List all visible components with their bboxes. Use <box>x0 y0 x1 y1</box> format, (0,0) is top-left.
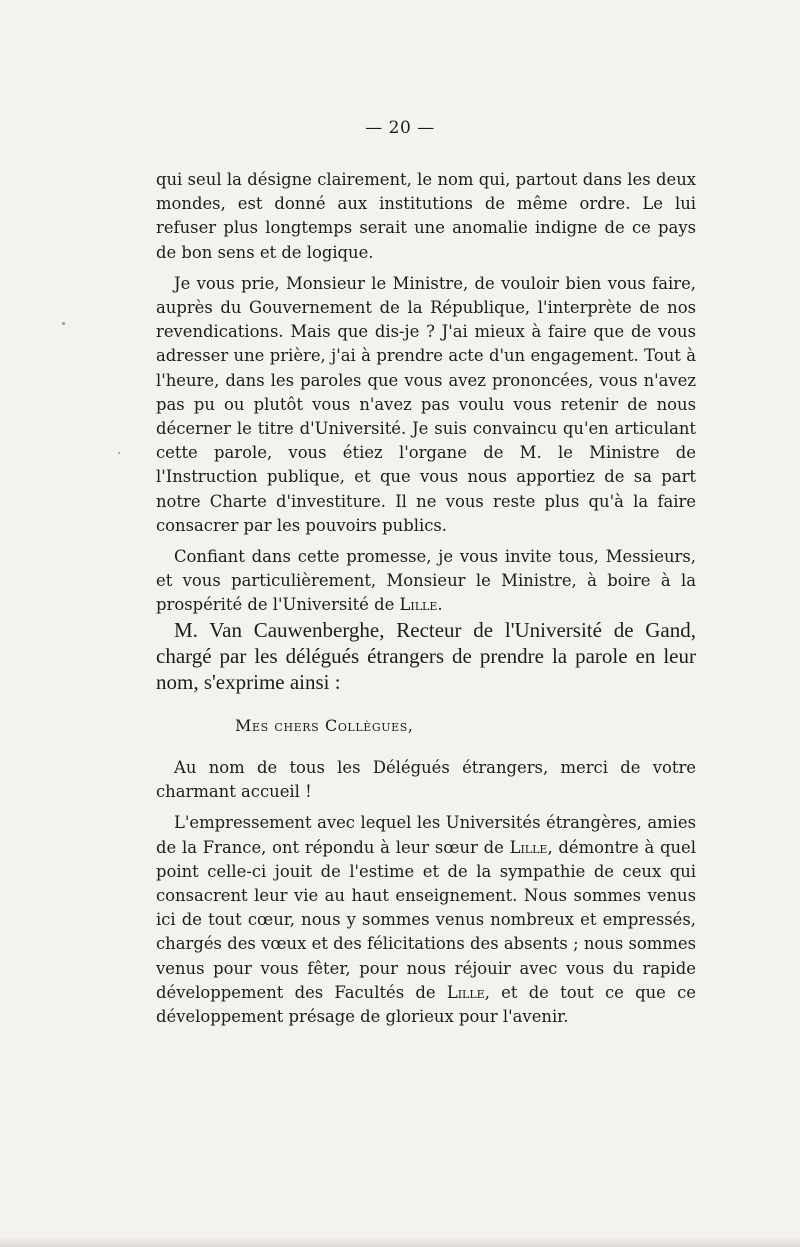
speaker-introduction: M. Van Cauwenberghe, Recteur de l'Université de Gand, chargé par les délégués étrangers de prendre la parole en leur nom, s'exprime ainsi : <box>156 618 696 694</box>
paragraph-request-minister: Je vous prie, Monsieur le Ministre, de vouloir bien vous faire, auprès du Gouvernement de la République, l'interprète de nos revendications. Mais que dis-je ? J'ai mieux à faire que de vous adresser une prière, j'ai à prendre acte d'un engagement. Tout à l'heure, dans les paroles que vous avez prononcées, vous n'avez pas pu ou plutôt vous n'avez pas voulu vous retenir de nous décerner le titre d'Université. Je suis convaincu qu'en articulant cette parole, vous étiez l'organe de M. le Ministre de l'Instruction publique, et que vous nous apportiez de sa part notre Charte d'investiture. Il ne vous reste plus qu'à la faire consacrer par les pouvoirs publics. <box>156 273 696 535</box>
paragraph-toast <box>156 545 696 618</box>
speech-text-2: , démontre à quel point celle-ci jouit de l'estime et de la sympathie de ceux qui consacrent leur vie au haut enseignement. Nous sommes venus ici de tout cœur, nous y sommes venus nombreux et empressés, chargés des vœux et des félicitations des absents ; nous sommes venus pour vous fêter, pour nous réjouir avec vous du rapide développement des Facultés de <box>156 837 696 1002</box>
city-name: Lille <box>446 982 485 1002</box>
paragraph-universities <box>156 811 696 1029</box>
toast-end: . <box>437 595 443 615</box>
page-number: — 20 — <box>365 118 435 138</box>
section-rector-speech <box>156 756 696 1029</box>
page-bottom-edge <box>0 1237 800 1247</box>
speech-text-3: , et de tout ce que ce développement présage de glorieux pour l'avenir. <box>156 982 696 1027</box>
paper-speck <box>62 322 65 325</box>
paragraph-continuation: qui seul la désigne clairement, le nom qui, partout dans les deux mondes, est donné aux institutions de même ordre. Le lui refuser plus longtemps serait une anomalie indigne de ce pays de bon sens et de logique. <box>156 170 696 262</box>
paper-speck <box>118 452 120 454</box>
section-toast-conclusion <box>156 168 696 618</box>
paragraph-thanks: Au nom de tous les Délégués étrangers, merci de votre charmant accueil ! <box>156 758 696 802</box>
salutation: Mes chers Collègues, <box>235 716 414 735</box>
toast-text: Confiant dans cette promesse, je vous invite tous, Messieurs, et vous particulièrement, Monsieur le Ministre, à boire à la prospérité de l'Université de <box>156 547 696 615</box>
city-name: Lille <box>399 595 438 615</box>
city-name: Lille <box>509 837 548 857</box>
speech-text-1: L'empressement avec lequel les Universités étrangères, amies de la France, ont répondu à leur sœur de <box>156 813 696 857</box>
